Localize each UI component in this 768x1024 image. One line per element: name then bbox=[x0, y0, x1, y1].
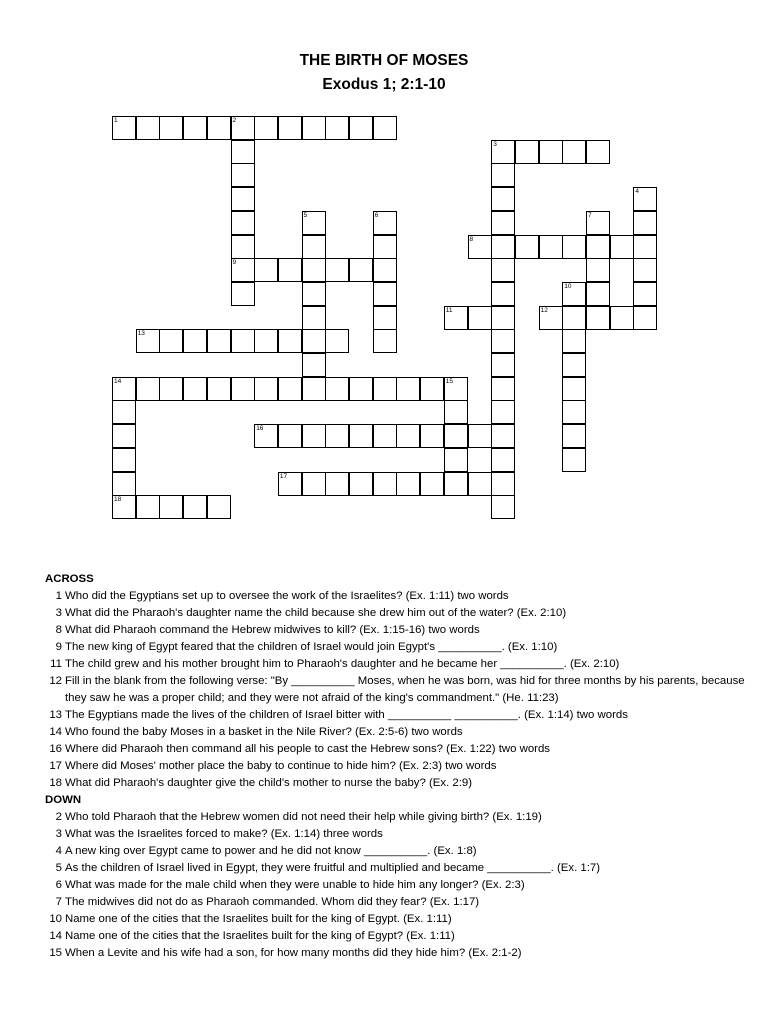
crossword-cell[interactable] bbox=[491, 187, 515, 211]
crossword-cell[interactable] bbox=[325, 424, 349, 448]
crossword-cell[interactable] bbox=[633, 211, 657, 235]
down-clue bbox=[45, 860, 757, 877]
crossword-cell[interactable] bbox=[302, 116, 326, 140]
crossword-cell[interactable] bbox=[491, 211, 515, 235]
crossword-cell[interactable] bbox=[231, 187, 255, 211]
across-clue bbox=[45, 622, 757, 639]
down-clue bbox=[45, 911, 757, 928]
down-clue bbox=[45, 843, 757, 860]
clue-number: 17 bbox=[49, 760, 62, 772]
crossword-cell[interactable] bbox=[586, 235, 610, 259]
across-clue bbox=[45, 639, 757, 656]
across-clue bbox=[45, 775, 757, 792]
crossword-cell[interactable] bbox=[633, 282, 657, 306]
crossword-cell[interactable] bbox=[136, 377, 160, 401]
crossword-cell[interactable] bbox=[349, 377, 373, 401]
cell-number: 4 bbox=[635, 188, 640, 196]
clue-text: The midwives did not do as Pharaoh commanded. Whom did they fear? (Ex. 1:17) bbox=[65, 896, 480, 908]
cell-number: 1 bbox=[114, 117, 118, 124]
crossword-cell[interactable] bbox=[491, 306, 515, 330]
crossword-cell[interactable] bbox=[468, 306, 492, 330]
cell-number: 15 bbox=[445, 377, 454, 385]
crossword-cell[interactable] bbox=[302, 353, 326, 377]
crossword-cell[interactable] bbox=[491, 140, 515, 164]
crossword-cell[interactable] bbox=[231, 116, 255, 140]
crossword-cell[interactable] bbox=[136, 329, 160, 353]
across-heading: ACROSS bbox=[45, 573, 94, 585]
crossword-cell[interactable] bbox=[325, 258, 349, 282]
crossword-cell[interactable] bbox=[112, 448, 136, 472]
cell-number: 11 bbox=[445, 306, 453, 314]
crossword-cell[interactable] bbox=[491, 400, 515, 424]
across-clue bbox=[45, 588, 757, 605]
crossword-cell[interactable] bbox=[302, 329, 326, 353]
crossword-cell[interactable] bbox=[539, 140, 563, 164]
crossword-cell[interactable] bbox=[302, 424, 326, 448]
crossword-cell[interactable] bbox=[633, 306, 657, 330]
crossword-cell[interactable] bbox=[396, 377, 420, 401]
crossword-cell[interactable] bbox=[373, 306, 397, 330]
crossword-cell[interactable] bbox=[112, 424, 136, 448]
crossword-cell[interactable] bbox=[302, 258, 326, 282]
crossword-cell[interactable] bbox=[468, 235, 492, 259]
crossword-cell[interactable] bbox=[159, 377, 183, 401]
crossword-cell[interactable] bbox=[491, 235, 515, 259]
crossword-cell[interactable] bbox=[586, 258, 610, 282]
crossword-cell[interactable] bbox=[231, 282, 255, 306]
clue-text: The child grew and his mother brought him to Pharaoh's daughter and he became her __________. (Ex. 2:10) bbox=[65, 658, 620, 670]
crossword-cell[interactable] bbox=[562, 400, 586, 424]
across-clue bbox=[45, 673, 757, 707]
crossword-cell[interactable] bbox=[562, 235, 586, 259]
clue-text: What did Pharaoh's daughter give the child's mother to nurse the baby? (Ex. 2:9) bbox=[65, 777, 473, 789]
crossword-cell[interactable] bbox=[420, 424, 444, 448]
down-heading: DOWN bbox=[45, 794, 82, 806]
crossword-cell[interactable] bbox=[562, 377, 586, 401]
across-clue bbox=[45, 707, 757, 724]
clue-text: Where did Moses' mother place the baby to continue to hide him? (Ex. 2:3) two words bbox=[65, 760, 497, 772]
crossword-cell[interactable] bbox=[515, 140, 539, 164]
clue-number: 7 bbox=[55, 896, 62, 908]
crossword-cell[interactable] bbox=[112, 472, 136, 496]
crossword-cell[interactable] bbox=[183, 116, 207, 140]
clue-number: 10 bbox=[49, 913, 62, 925]
cell-number: 2 bbox=[232, 117, 237, 124]
crossword-cell[interactable] bbox=[325, 472, 349, 496]
across-clue bbox=[45, 656, 757, 673]
clue-text: The Egyptians made the lives of the children of Israel bitter with __________ __________. (Ex. 1:14) two words bbox=[65, 709, 628, 721]
crossword-cell[interactable] bbox=[254, 377, 278, 401]
crossword-cell[interactable] bbox=[207, 495, 231, 519]
clue-number: 11 bbox=[50, 658, 62, 670]
cell-number: 13 bbox=[137, 330, 145, 338]
down-clue bbox=[45, 877, 757, 894]
cell-number: 17 bbox=[279, 472, 288, 480]
crossword-cell[interactable] bbox=[633, 258, 657, 282]
clue-text: What did the Pharaoh's daughter name the child because she drew him out of the water? (Ex. 2:10) bbox=[65, 607, 567, 619]
crossword-cell[interactable] bbox=[302, 282, 326, 306]
crossword-cell[interactable] bbox=[491, 353, 515, 377]
crossword-cell[interactable] bbox=[231, 329, 255, 353]
crossword-cell[interactable] bbox=[610, 235, 634, 259]
clue-number: 2 bbox=[55, 811, 62, 823]
cell-number: 16 bbox=[256, 425, 264, 433]
cell-number: 10 bbox=[564, 282, 572, 290]
clue-text: Fill in the blank from the following verse: "By __________ Moses, when he was born, was hid for three months by his parents, because they saw he was a proper child; and they were not afraid of the king's commandment." (He. 11:23) bbox=[65, 675, 745, 704]
crossword-cell[interactable] bbox=[373, 211, 397, 235]
crossword-cell[interactable] bbox=[159, 329, 183, 353]
across-clue bbox=[45, 724, 757, 741]
crossword-cell[interactable] bbox=[302, 235, 326, 259]
clue-number: 6 bbox=[55, 879, 62, 891]
crossword-cell[interactable] bbox=[444, 448, 468, 472]
page-title: THE BIRTH OF MOSES bbox=[299, 52, 469, 69]
crossword-cell[interactable] bbox=[586, 306, 610, 330]
crossword-cell[interactable] bbox=[633, 187, 657, 211]
crossword-cell[interactable] bbox=[278, 377, 302, 401]
cell-number: 8 bbox=[469, 235, 474, 243]
across-clue bbox=[45, 758, 757, 775]
clue-text: Who told Pharaoh that the Hebrew women did not need their help while giving birth? (Ex. 1:19) bbox=[65, 811, 542, 823]
cell-number: 5 bbox=[303, 211, 308, 219]
crossword-cell[interactable] bbox=[231, 258, 255, 282]
crossword-cell[interactable] bbox=[373, 377, 397, 401]
crossword-cell[interactable] bbox=[207, 116, 231, 140]
crossword-cell[interactable] bbox=[325, 116, 349, 140]
clue-text: Name one of the cities that the Israelites built for the king of Egypt? (Ex. 1:11) bbox=[65, 930, 455, 942]
crossword-cell[interactable] bbox=[112, 495, 136, 519]
crossword-cell[interactable] bbox=[302, 472, 326, 496]
down-clue-list bbox=[45, 809, 757, 962]
crossword-cell[interactable] bbox=[562, 448, 586, 472]
crossword-cell[interactable] bbox=[562, 424, 586, 448]
crossword-cell[interactable] bbox=[136, 116, 160, 140]
crossword-cell[interactable] bbox=[491, 282, 515, 306]
crossword-cell[interactable] bbox=[373, 258, 397, 282]
cell-number: 7 bbox=[588, 211, 592, 219]
crossword-cell[interactable] bbox=[396, 424, 420, 448]
crossword-cell[interactable] bbox=[373, 282, 397, 306]
crossword-cell[interactable] bbox=[420, 472, 444, 496]
cell-number: 12 bbox=[540, 306, 548, 314]
clue-number: 18 bbox=[49, 777, 62, 789]
crossword-cell[interactable] bbox=[491, 472, 515, 496]
crossword-cell[interactable] bbox=[231, 140, 255, 164]
crossword-cell[interactable] bbox=[159, 495, 183, 519]
across-clue-list bbox=[45, 588, 757, 792]
crossword-cell[interactable] bbox=[302, 306, 326, 330]
clue-number: 4 bbox=[55, 845, 62, 857]
crossword-cell[interactable] bbox=[183, 377, 207, 401]
clue-number: 15 bbox=[49, 947, 62, 959]
crossword-cell[interactable] bbox=[278, 424, 302, 448]
crossword-cell[interactable] bbox=[112, 116, 136, 140]
crossword-cell[interactable] bbox=[444, 424, 468, 448]
clue-number: 1 bbox=[55, 590, 62, 602]
clue-number: 14 bbox=[49, 726, 62, 738]
crossword-cell[interactable] bbox=[278, 329, 302, 353]
crossword-cell[interactable] bbox=[539, 306, 563, 330]
crossword-cell[interactable] bbox=[586, 211, 610, 235]
crossword-cell[interactable] bbox=[444, 400, 468, 424]
clue-number: 8 bbox=[55, 624, 62, 636]
crossword-cell[interactable] bbox=[444, 472, 468, 496]
clue-number: 12 bbox=[49, 675, 62, 687]
crossword-cell[interactable] bbox=[586, 282, 610, 306]
cell-number: 3 bbox=[493, 140, 497, 148]
crossword-cell[interactable] bbox=[562, 329, 586, 353]
crossword-cell[interactable] bbox=[586, 140, 610, 164]
crossword-cell[interactable] bbox=[207, 377, 231, 401]
crossword-cell[interactable] bbox=[254, 424, 278, 448]
crossword-cell[interactable] bbox=[491, 495, 515, 519]
down-clue bbox=[45, 826, 757, 843]
down-clue bbox=[45, 945, 757, 962]
crossword-cell[interactable] bbox=[562, 282, 586, 306]
crossword-cell[interactable] bbox=[349, 258, 373, 282]
clue-number: 5 bbox=[55, 862, 62, 874]
crossword-cell[interactable] bbox=[420, 377, 444, 401]
clue-number: 16 bbox=[49, 743, 62, 755]
crossword-cell[interactable] bbox=[515, 235, 539, 259]
crossword-cell[interactable] bbox=[349, 424, 373, 448]
crossword-cell[interactable] bbox=[373, 235, 397, 259]
crossword-cell[interactable] bbox=[136, 495, 160, 519]
crossword-cell[interactable] bbox=[112, 377, 136, 401]
crossword-cell[interactable] bbox=[112, 400, 136, 424]
cell-number: 6 bbox=[374, 211, 379, 219]
crossword-cell[interactable] bbox=[183, 329, 207, 353]
crossword-cell[interactable] bbox=[491, 377, 515, 401]
page-subtitle: Exodus 1; 2:1-10 bbox=[322, 76, 446, 93]
crossword-cell[interactable] bbox=[633, 235, 657, 259]
crossword-cell[interactable] bbox=[278, 116, 302, 140]
crossword-cell[interactable] bbox=[444, 377, 468, 401]
cell-number: 18 bbox=[114, 496, 122, 504]
crossword-cell[interactable] bbox=[491, 448, 515, 472]
clue-text: Who did the Egyptians set up to oversee the work of the Israelites? (Ex. 1:11) two words bbox=[65, 590, 509, 602]
clue-number: 3 bbox=[55, 607, 62, 619]
cell-number: 9 bbox=[232, 259, 237, 267]
crossword-cell[interactable] bbox=[231, 235, 255, 259]
crossword-cell[interactable] bbox=[491, 424, 515, 448]
crossword-cell[interactable] bbox=[349, 472, 373, 496]
crossword-cell[interactable] bbox=[373, 472, 397, 496]
clue-text: A new king over Egypt came to power and he did not know __________. (Ex. 1:8) bbox=[65, 845, 477, 857]
down-clue bbox=[45, 894, 757, 911]
down-clue bbox=[45, 928, 757, 945]
crossword-cell[interactable] bbox=[562, 140, 586, 164]
crossword-cell[interactable] bbox=[468, 472, 492, 496]
clue-text: Where did Pharaoh then command all his people to cast the Hebrew sons? (Ex. 1:22) two words bbox=[65, 743, 550, 755]
clue-number: 14 bbox=[49, 930, 62, 942]
crossword-cell[interactable] bbox=[610, 306, 634, 330]
crossword-cell[interactable] bbox=[254, 258, 278, 282]
clue-text: What was the Israelites forced to make? (Ex. 1:14) three words bbox=[65, 828, 383, 840]
crossword-cell[interactable] bbox=[278, 258, 302, 282]
crossword-cell[interactable] bbox=[373, 116, 397, 140]
down-clue bbox=[45, 809, 757, 826]
clue-text: What did Pharaoh command the Hebrew midwives to kill? (Ex. 1:15-16) two words bbox=[65, 624, 480, 636]
crossword-cell[interactable] bbox=[302, 211, 326, 235]
crossword-cell[interactable] bbox=[207, 329, 231, 353]
crossword-cell[interactable] bbox=[231, 377, 255, 401]
across-clue bbox=[45, 605, 757, 622]
crossword-cell[interactable] bbox=[231, 163, 255, 187]
crossword-cell[interactable] bbox=[183, 495, 207, 519]
clues-section bbox=[45, 571, 757, 962]
crossword-cell[interactable] bbox=[159, 116, 183, 140]
clue-number: 13 bbox=[49, 709, 62, 721]
crossword-cell[interactable] bbox=[349, 116, 373, 140]
crossword-cell[interactable] bbox=[373, 424, 397, 448]
crossword-cell[interactable] bbox=[278, 472, 302, 496]
crossword-cell[interactable] bbox=[254, 329, 278, 353]
across-clue bbox=[45, 741, 757, 758]
crossword-cell[interactable] bbox=[491, 163, 515, 187]
crossword-cell[interactable] bbox=[302, 377, 326, 401]
clue-text: What was made for the male child when they were unable to hide him any longer? (Ex. 2:3) bbox=[65, 879, 525, 891]
crossword-cell[interactable] bbox=[373, 329, 397, 353]
cell-number: 14 bbox=[114, 377, 122, 385]
crossword-cell[interactable] bbox=[562, 306, 586, 330]
crossword-cell[interactable] bbox=[491, 258, 515, 282]
crossword-cell[interactable] bbox=[562, 353, 586, 377]
clue-number: 9 bbox=[55, 641, 62, 653]
clue-text: Who found the baby Moses in a basket in the Nile River? (Ex. 2:5-6) two words bbox=[65, 726, 463, 738]
crossword-cell[interactable] bbox=[444, 306, 468, 330]
crossword-cell[interactable] bbox=[325, 329, 349, 353]
clue-text: Name one of the cities that the Israelites built for the king of Egypt. (Ex. 1:11) bbox=[65, 913, 452, 925]
clue-text: When a Levite and his wife had a son, for how many months did they hide him? (Ex. 2:1-2) bbox=[65, 947, 522, 959]
crossword-cell[interactable] bbox=[491, 329, 515, 353]
clue-number: 3 bbox=[55, 828, 62, 840]
crossword-cell[interactable] bbox=[539, 235, 563, 259]
crossword-cell[interactable] bbox=[254, 116, 278, 140]
crossword-cell[interactable] bbox=[468, 424, 492, 448]
clue-text: As the children of Israel lived in Egypt, they were fruitful and multiplied and became __________. (Ex. 1:7) bbox=[65, 862, 601, 874]
crossword-cell[interactable] bbox=[396, 472, 420, 496]
clue-text: The new king of Egypt feared that the children of Israel would join Egypt's __________. (Ex. 1:10) bbox=[65, 641, 558, 653]
crossword-cell[interactable] bbox=[325, 377, 349, 401]
crossword-cell[interactable] bbox=[231, 211, 255, 235]
